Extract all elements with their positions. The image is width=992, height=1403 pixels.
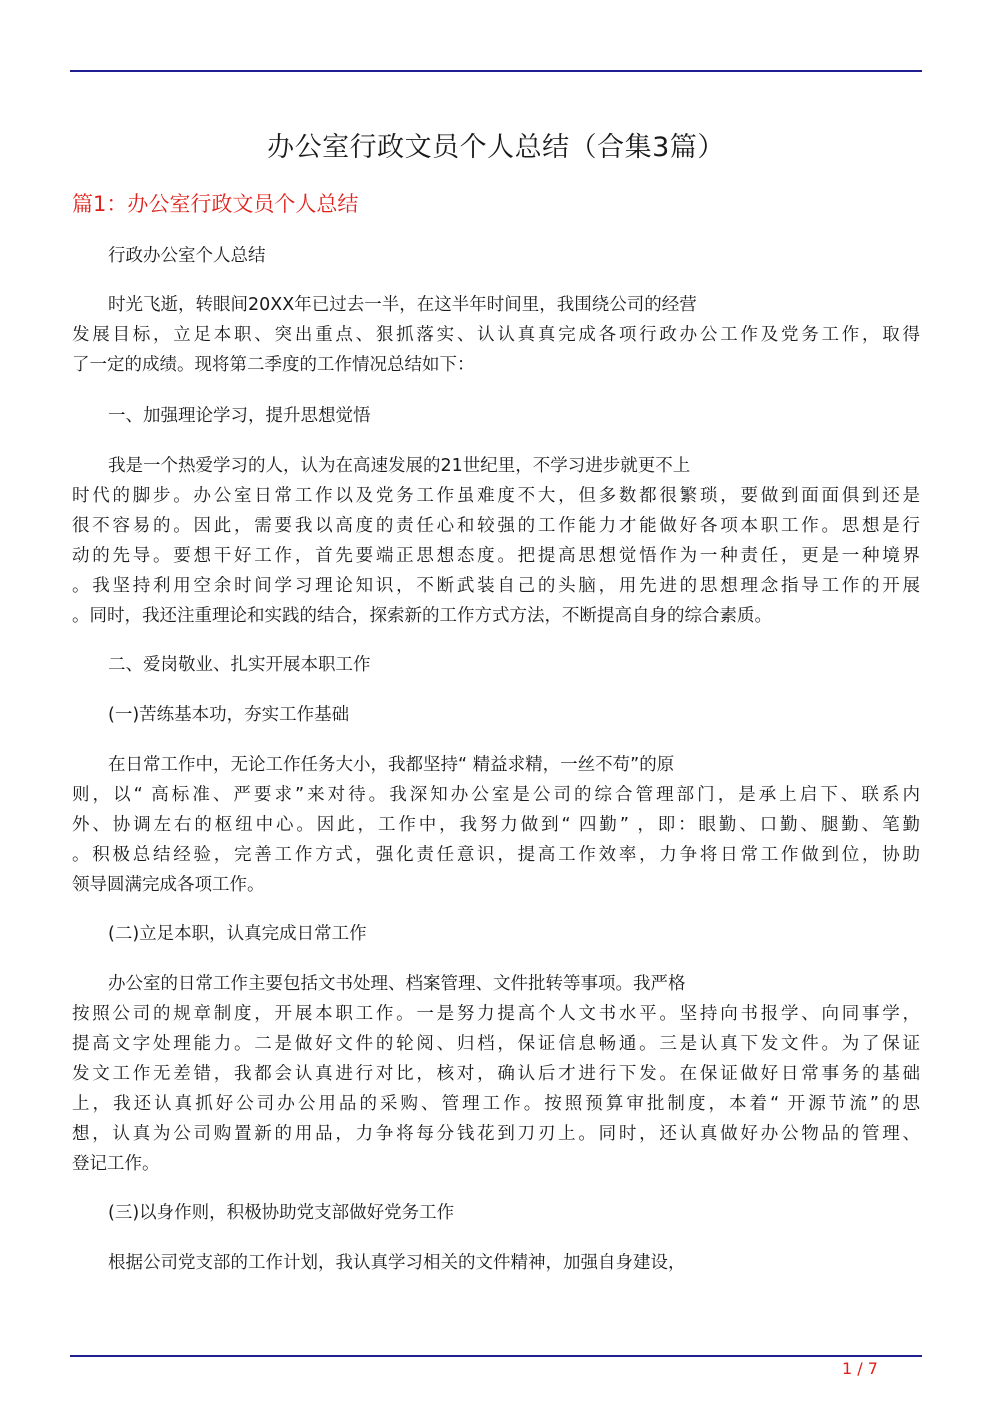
paragraph-line: 。同时，我还注重理论和实践的结合，探索新的工作方式方法，不断提高自身的综合素质。 bbox=[72, 606, 772, 626]
paragraph-line: 我是一个热爱学习的人，认为在高速发展的21世纪里，不学习进步就更不上 bbox=[108, 456, 691, 476]
paragraph-line: 提高文字处理能力。二是做好文件的轮阅、归档，保证信息畅通。三是认真下发文件。为了保证 bbox=[72, 1034, 920, 1054]
paragraph-line: 了一定的成绩。现将第二季度的工作情况总结如下： bbox=[72, 355, 475, 375]
paragraph-line: 很不容易的。因此，需要我以高度的责任心和较强的工作能力才能做好各项本职工作。思想是行 bbox=[72, 516, 920, 536]
header-rule bbox=[70, 70, 922, 72]
paragraph-heading: (三)以身作则，积极协助党支部做好党务工作 bbox=[108, 1203, 455, 1223]
paragraph-heading: 二、爱岗敬业、扎实开展本职工作 bbox=[108, 655, 371, 675]
paragraph-line: 则，以“ 高标准、严要求”来对待。我深知办公室是公司的综合管理部门，是承上启下、联系内 bbox=[72, 785, 920, 805]
paragraph-line: 领导圆满完成各项工作。 bbox=[72, 875, 265, 895]
paragraph-heading: (二)立足本职，认真完成日常工作 bbox=[108, 924, 367, 944]
paragraph-line: 上，我还认真抓好公司办公用品的采购、管理工作。按照预算审批制度，本着“ 开源节流”的思 bbox=[72, 1094, 920, 1114]
paragraph-line: 按照公司的规章制度，开展本职工作。一是努力提高个人文书水平。坚持向书报学、向同事学， bbox=[72, 1004, 920, 1024]
paragraph-line: 。我坚持利用空余时间学习理论知识，不断武装自己的头脑，用先进的思想理念指导工作的开展 bbox=[72, 576, 920, 596]
page-number: 1 / 7 bbox=[842, 1359, 878, 1378]
paragraph-line: 时代的脚步。办公室日常工作以及党务工作虽难度不大，但多数都很繁琐，要做到面面俱到还是 bbox=[72, 486, 920, 506]
paragraph-line: 发展目标，立足本职、突出重点、狠抓落实、认认真真完成各项行政办公工作及党务工作，取得 bbox=[72, 325, 920, 345]
footer-rule bbox=[70, 1355, 922, 1357]
paragraph-line: 外、协调左右的枢纽中心。因此，工作中，我努力做到“ 四勤” ，即：眼勤、口勤、腿勤、笔勤 bbox=[72, 815, 920, 835]
paragraph-heading: 行政办公室个人总结 bbox=[108, 246, 266, 266]
paragraph-line: 在日常工作中，无论工作任务大小，我都坚持“ 精益求精，一丝不苟”的原 bbox=[108, 755, 675, 775]
paragraph-line: 。积极总结经验，完善工作方式，强化责任意识，提高工作效率，力争将日常工作做到位，协助 bbox=[72, 845, 920, 865]
paragraph-line: 想，认真为公司购置新的用品，力争将每分钱花到刀刃上。同时，还认真做好办公物品的管理、 bbox=[72, 1124, 920, 1144]
section-heading: 篇1：办公室行政文员个人总结 bbox=[72, 192, 359, 216]
paragraph-line: 办公室的日常工作主要包括文书处理、档案管理、文件批转等事项。我严格 bbox=[108, 974, 686, 994]
paragraph-heading: 一、加强理论学习，提升思想觉悟 bbox=[108, 406, 371, 426]
paragraph-line: 动的先导。要想干好工作，首先要端正思想态度。把提高思想觉悟作为一种责任，更是一种境界 bbox=[72, 546, 920, 566]
paragraph-line: 登记工作。 bbox=[72, 1154, 160, 1174]
paragraph-line: 发文工作无差错，我都会认真进行对比，核对，确认后才进行下发。在保证做好日常事务的基础 bbox=[72, 1064, 920, 1084]
document-title: 办公室行政文员个人总结（合集3篇） bbox=[267, 132, 725, 163]
paragraph-heading: (一)苦练基本功，夯实工作基础 bbox=[108, 705, 350, 725]
paragraph-line: 根据公司党支部的工作计划，我认真学习相关的文件精神，加强自身建设， bbox=[108, 1253, 686, 1273]
paragraph-line: 时光飞逝，转眼间20XX年已过去一半，在这半年时间里，我围绕公司的经营 bbox=[108, 295, 697, 315]
